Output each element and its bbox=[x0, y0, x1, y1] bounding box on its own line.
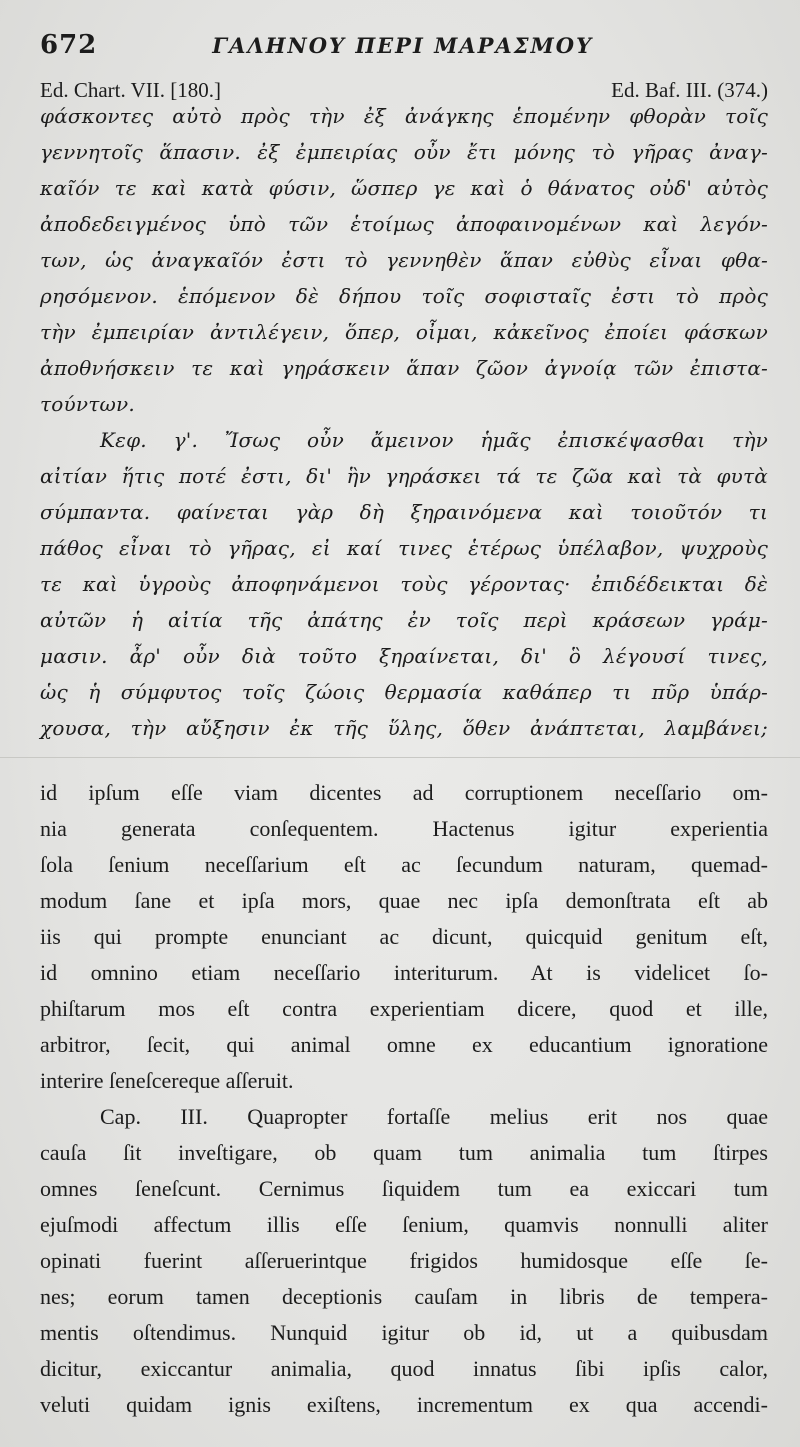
edition-reference-right: Ed. Baf. III. (374.) bbox=[611, 78, 768, 102]
running-head bbox=[40, 30, 768, 60]
latin-line: nes; eorum tamen deceptionis cauſam in libris de tempera- bbox=[40, 1284, 768, 1309]
latin-line: ſola ſenium neceſſarium eſt ac ſecundum naturam, quemad- bbox=[40, 852, 768, 877]
latin-line: nia generata conſequentem. Hactenus igitur experientia bbox=[40, 816, 768, 841]
edition-references bbox=[40, 78, 768, 103]
greek-line: ἀποδεδειγμένος ὑπὸ τῶν ἑτοίμως ἀποφαινομένων καὶ λεγόν- bbox=[40, 212, 768, 236]
latin-line: modum ſane et ipſa mors, quae nec ipſa demonſtrata eſt ab bbox=[40, 888, 768, 913]
latin-line: interire ſeneſcereque aſſeruit. bbox=[40, 1068, 294, 1093]
latin-line: id ipſum eſſe viam dicentes ad corruptionem neceſſario om- bbox=[40, 780, 768, 805]
greek-line: τε καὶ ὑγροὺς ἀποφηνάμενοι τοὺς γέροντας· ἐπιδέδεικται δὲ bbox=[40, 572, 768, 596]
latin-line: opinati fuerint aſſeruerintque frigidos humidosque eſſe ſe- bbox=[40, 1248, 768, 1273]
latin-line: mentis oſtendimus. Nunquid igitur ob id, ut a quibusdam bbox=[40, 1320, 768, 1345]
latin-line: phiſtarum mos eſt contra experientiam dicere, quod et ille, bbox=[40, 996, 768, 1021]
greek-line: των, ὡς ἀναγκαῖόν ἐστι τὸ γεννηθὲν ἅπαν εὐθὺς εἶναι φθα- bbox=[40, 248, 768, 272]
greek-line: πάθος εἶναι τὸ γῆρας, εἰ καί τινες ἑτέρως ὑπέλαβον, ψυχροὺς bbox=[40, 536, 768, 560]
greek-line: τούντων. bbox=[40, 392, 135, 416]
latin-line: ejuſmodi affectum illis eſſe ſenium, quamvis nonnulli aliter bbox=[40, 1212, 768, 1237]
latin-line: arbitror, ſecit, qui animal omne ex educantium ignoratione bbox=[40, 1032, 768, 1057]
chapter-heading-greek: Κεφ. γ'. Ἴσως οὖν ἄμεινον ἡμᾶς ἐπισκέψασθαι τὴν bbox=[100, 428, 768, 452]
latin-line: omnes ſeneſcunt. Cernimus ſiquidem tum ea exiccari tum bbox=[40, 1176, 768, 1201]
page-number: 672 bbox=[40, 30, 98, 60]
greek-line: ἀποθνήσκειν τε καὶ γηράσκειν ἅπαν ζῶον ἀγνοίᾳ τῶν ἐπιστα- bbox=[40, 356, 768, 380]
latin-line: iis qui prompte enunciant ac dicunt, quicquid genitum eſt, bbox=[40, 924, 768, 949]
latin-line: id omnino etiam neceſſario interiturum. At is videlicet ſo- bbox=[40, 960, 768, 985]
greek-line: καῖόν τε καὶ κατὰ φύσιν, ὥσπερ γε καὶ ὁ θάνατος οὐδ' αὐτὸς bbox=[40, 176, 768, 200]
greek-line: ρησόμενον. ἑπόμενον δὲ δήπου τοῖς σοφισταῖς ἐστι τὸ πρὸς bbox=[40, 284, 768, 308]
greek-line: αὐτῶν ἡ αἰτία τῆς ἀπάτης ἐν τοῖς περὶ κράσεων γράμ- bbox=[40, 608, 768, 632]
edition-reference-left: Ed. Chart. VII. [180.] bbox=[40, 78, 221, 102]
running-title: ΓΑΛΗΝΟΥ ΠΕΡΙ ΜΑΡΑΣΜΟΥ bbox=[212, 33, 594, 58]
greek-line: αἰτίαν ἥτις ποτέ ἐστι, δι' ἣν γηράσκει τά τε ζῶα καὶ τὰ φυτὰ bbox=[40, 464, 768, 488]
latin-line: cauſa ſit inveſtigare, ob quam tum animalia tum ſtirpes bbox=[40, 1140, 768, 1165]
chapter-heading-latin: Cap. III. Quapropter fortaſſe melius erit nos quae bbox=[100, 1104, 768, 1129]
section-divider bbox=[0, 757, 800, 758]
greek-line: σύμπαντα. φαίνεται γὰρ δὴ ξηραινόμενα καὶ τοιοῦτόν τι bbox=[40, 500, 768, 524]
greek-line: ὡς ἡ σύμφυτος τοῖς ζώοις θερμασία καθάπερ τι πῦρ ὑπάρ- bbox=[40, 680, 768, 704]
latin-line: dicitur, exiccantur animalia, quod innatus ſibi ipſis calor, bbox=[40, 1356, 768, 1381]
greek-line: χουσα, τὴν αὔξησιν ἐκ τῆς ὕλης, ὅθεν ἀνάπτεται, λαμβάνει; bbox=[40, 716, 768, 740]
greek-line: μασιν. ἆρ' οὖν διὰ τοῦτο ξηραίνεται, δι' ὃ λέγουσί τινες, bbox=[40, 644, 768, 668]
greek-line: τὴν ἐμπειρίαν ἀντιλέγειν, ὅπερ, οἶμαι, κἀκεῖνος ἐποίει φάσκων bbox=[40, 320, 768, 344]
greek-line: φάσκοντες αὐτὸ πρὸς τὴν ἐξ ἀνάγκης ἑπομένην φθορὰν τοῖς bbox=[40, 104, 768, 128]
latin-line: veluti quidam ignis exiſtens, incrementum ex qua accendi- bbox=[40, 1392, 768, 1417]
greek-line: γεννητοῖς ἅπασιν. ἐξ ἐμπειρίας οὖν ἔτι μόνης τὸ γῆρας ἀναγ- bbox=[40, 140, 768, 164]
